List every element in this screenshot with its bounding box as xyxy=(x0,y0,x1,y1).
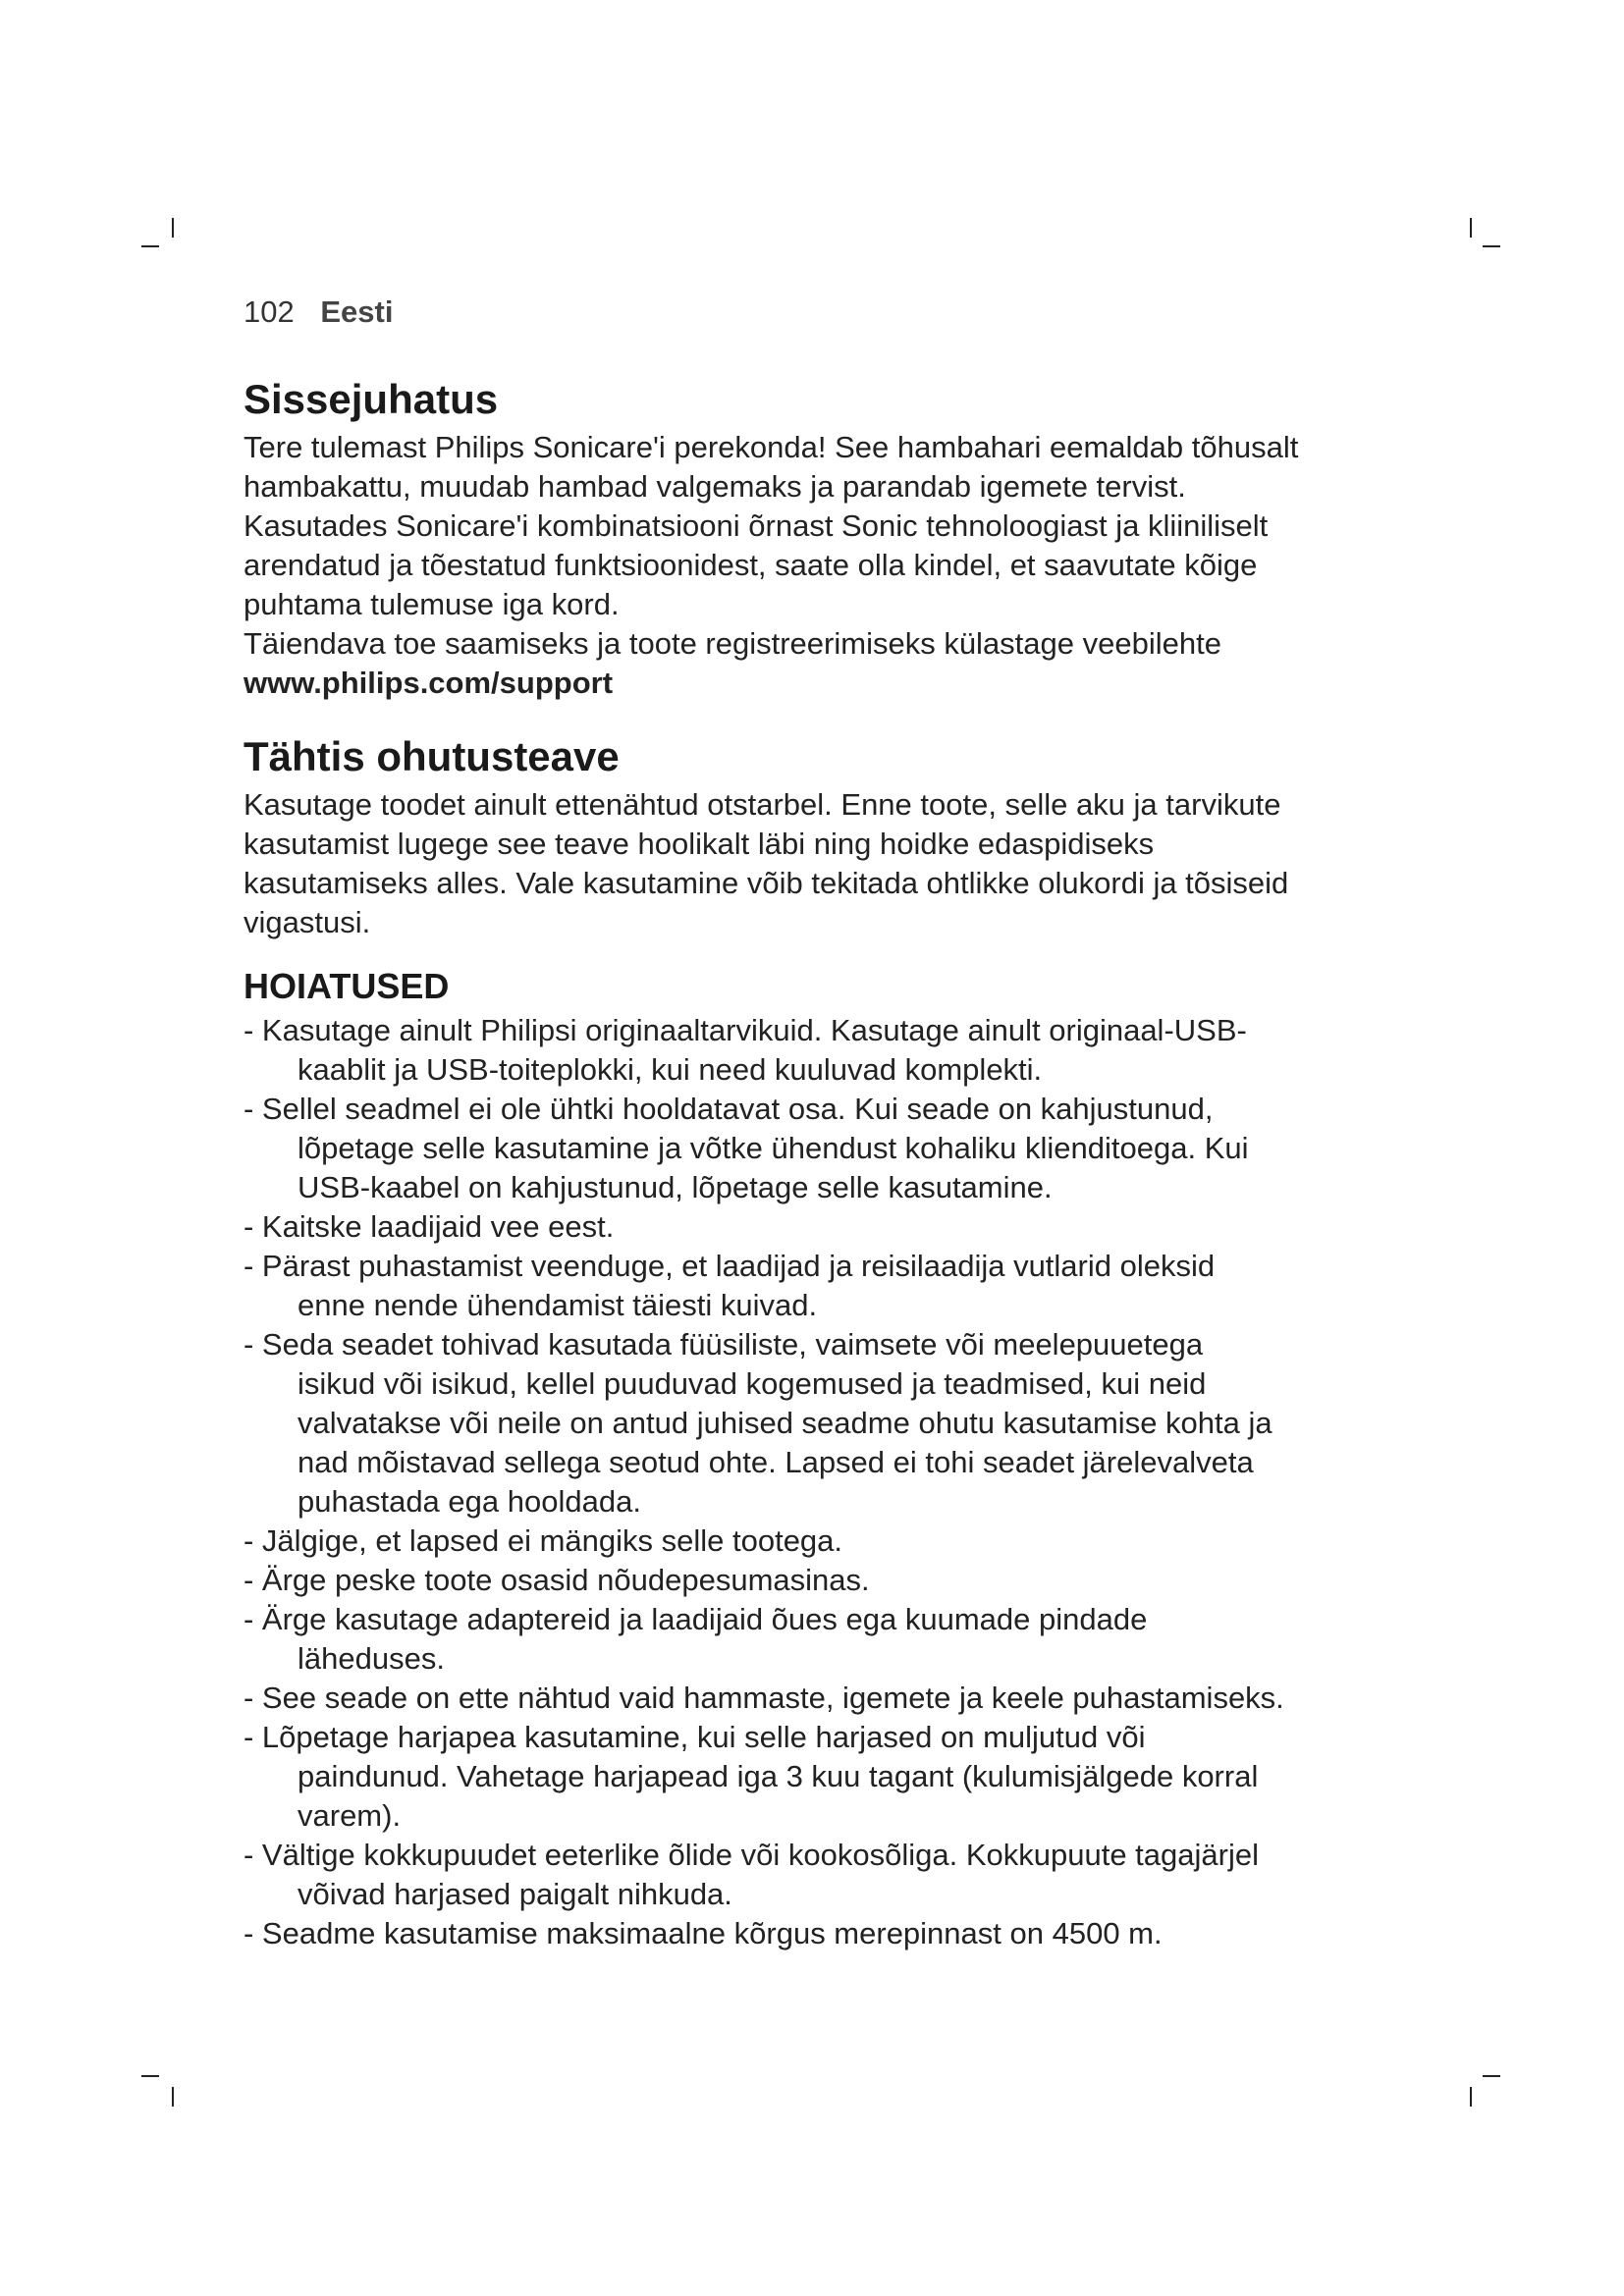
warning-line: - Kaitske laadijaid vee eest. xyxy=(244,1209,615,1244)
warnings-title: HOIATUSED xyxy=(244,966,450,1006)
warning-item xyxy=(244,1325,1402,1522)
warning-line: lõpetage selle kasutamine ja võtke ühendust kohaliku klienditoega. Kui xyxy=(298,1131,1249,1165)
warning-item xyxy=(244,1679,1402,1718)
crop-mark xyxy=(1470,218,1472,238)
warning-item xyxy=(244,1090,1402,1207)
section-language: Eesti xyxy=(320,294,394,329)
safety-line: vigastusi. xyxy=(244,905,371,939)
safety-line: kasutamist lugege see teave hoolikalt läbi ning hoidke edaspidiseks xyxy=(244,827,1155,861)
warning-line: - Lõpetage harjapea kasutamine, kui selle harjased on muljutud või xyxy=(244,1720,1146,1754)
intro-line: Täiendava toe saamiseks ja toote registreerimiseks külastage veebilehte xyxy=(244,626,1221,661)
warning-line: - Ärge kasutage adaptereid ja laadijaid õues ega kuumade pindade xyxy=(244,1602,1148,1636)
intro-line: arendatud ja tõestatud funktsioonidest, saate olla kindel, et saavutate kõige xyxy=(244,548,1258,582)
warning-line: läheduses. xyxy=(298,1641,445,1676)
crop-mark xyxy=(141,2075,159,2077)
warning-line: - Seda seadet tohivad kasutada füüsiliste, vaimsete või meelepuuetega xyxy=(244,1327,1204,1362)
page-number: 102 xyxy=(244,294,295,329)
warning-line: kaablit ja USB-toiteplokki, kui need kuuluvad komplekti. xyxy=(298,1052,1043,1087)
warning-item xyxy=(244,1207,1402,1247)
warning-item xyxy=(244,1011,1402,1090)
warning-line: USB-kaabel on kahjustunud, lõpetage selle kasutamine. xyxy=(298,1170,1053,1204)
crop-mark xyxy=(141,245,159,247)
warning-line: - Vältige kokkupuudet eeterlike õlide või kookosõliga. Kokkupuute tagajärjel xyxy=(244,1838,1259,1872)
crop-mark xyxy=(172,218,174,238)
intro-section xyxy=(244,371,1402,703)
warning-item xyxy=(244,1718,1402,1836)
warning-line: võivad harjased paigalt nihkuda. xyxy=(298,1877,732,1911)
warning-line: - Ärge peske toote osasid nõudepesumasinas. xyxy=(244,1563,870,1597)
warning-item xyxy=(244,1561,1402,1600)
safety-line: Kasutage toodet ainult ettenähtud otstarbel. Enne toote, selle aku ja tarvikute xyxy=(244,787,1281,822)
page-header xyxy=(244,293,393,332)
warning-line: - Seadme kasutamise maksimaalne kõrgus merepinnast on 4500 m. xyxy=(244,1916,1163,1950)
crop-mark xyxy=(1483,245,1500,247)
warning-line: enne nende ühendamist täiesti kuivad. xyxy=(298,1288,818,1322)
warning-item xyxy=(244,1522,1402,1561)
crop-mark xyxy=(1470,2087,1472,2107)
warning-line: paindunud. Vahetage harjapead iga 3 kuu tagant (kulumisjälgede korral xyxy=(298,1759,1259,1793)
warning-line: valvatakse või neile on antud juhised seadme ohutu kasutamise kohta ja xyxy=(298,1406,1272,1440)
support-link[interactable]: www.philips.com/support xyxy=(244,666,614,700)
warning-item xyxy=(244,1247,1402,1325)
warning-line: varem). xyxy=(298,1798,402,1833)
warnings-section xyxy=(244,962,1402,1953)
page-content xyxy=(244,371,1402,1953)
warning-line: - See seade on ette nähtud vaid hammaste, igemete ja keele puhastamiseks. xyxy=(244,1681,1284,1715)
warning-line: puhastada ega hooldada. xyxy=(298,1484,641,1519)
safety-title: Tähtis ohutusteave xyxy=(244,733,620,779)
intro-line: Tere tulemast Philips Sonicare'i perekonda! See hambahari eemaldab tõhusalt xyxy=(244,430,1299,464)
intro-line: puhtama tulemuse iga kord. xyxy=(244,587,620,621)
warning-item xyxy=(244,1836,1402,1914)
safety-line: kasutamiseks alles. Vale kasutamine võib tekitada ohtlikke olukordi ja tõsiseid xyxy=(244,866,1289,900)
warnings-list xyxy=(244,1011,1402,1953)
warning-line: nad mõistavad sellega seotud ohte. Lapsed ei tohi seadet järelevalveta xyxy=(298,1445,1254,1479)
intro-line: hambakattu, muudab hambad valgemaks ja parandab igemete tervist. xyxy=(244,469,1186,504)
warning-line: isikud või isikud, kellel puuduvad kogemused ja teadmised, kui neid xyxy=(298,1366,1207,1401)
warning-line: - Jälgige, et lapsed ei mängiks selle tootega. xyxy=(244,1523,843,1558)
warning-item xyxy=(244,1914,1402,1953)
crop-mark xyxy=(172,2087,174,2107)
warning-item xyxy=(244,1600,1402,1679)
crop-mark xyxy=(1483,2075,1500,2077)
warning-line: - Kasutage ainult Philipsi originaaltarvikuid. Kasutage ainult originaal-USB- xyxy=(244,1013,1247,1047)
intro-title: Sissejuhatus xyxy=(244,376,499,422)
warning-line: - Pärast puhastamist veenduge, et laadijad ja reisilaadija vutlarid oleksid xyxy=(244,1249,1216,1283)
safety-section xyxy=(244,728,1402,942)
intro-line: Kasutades Sonicare'i kombinatsiooni õrnast Sonic tehnoloogiast ja kliiniliselt xyxy=(244,508,1269,543)
warning-line: - Sellel seadmel ei ole ühtki hooldatavat osa. Kui seade on kahjustunud, xyxy=(244,1092,1214,1126)
